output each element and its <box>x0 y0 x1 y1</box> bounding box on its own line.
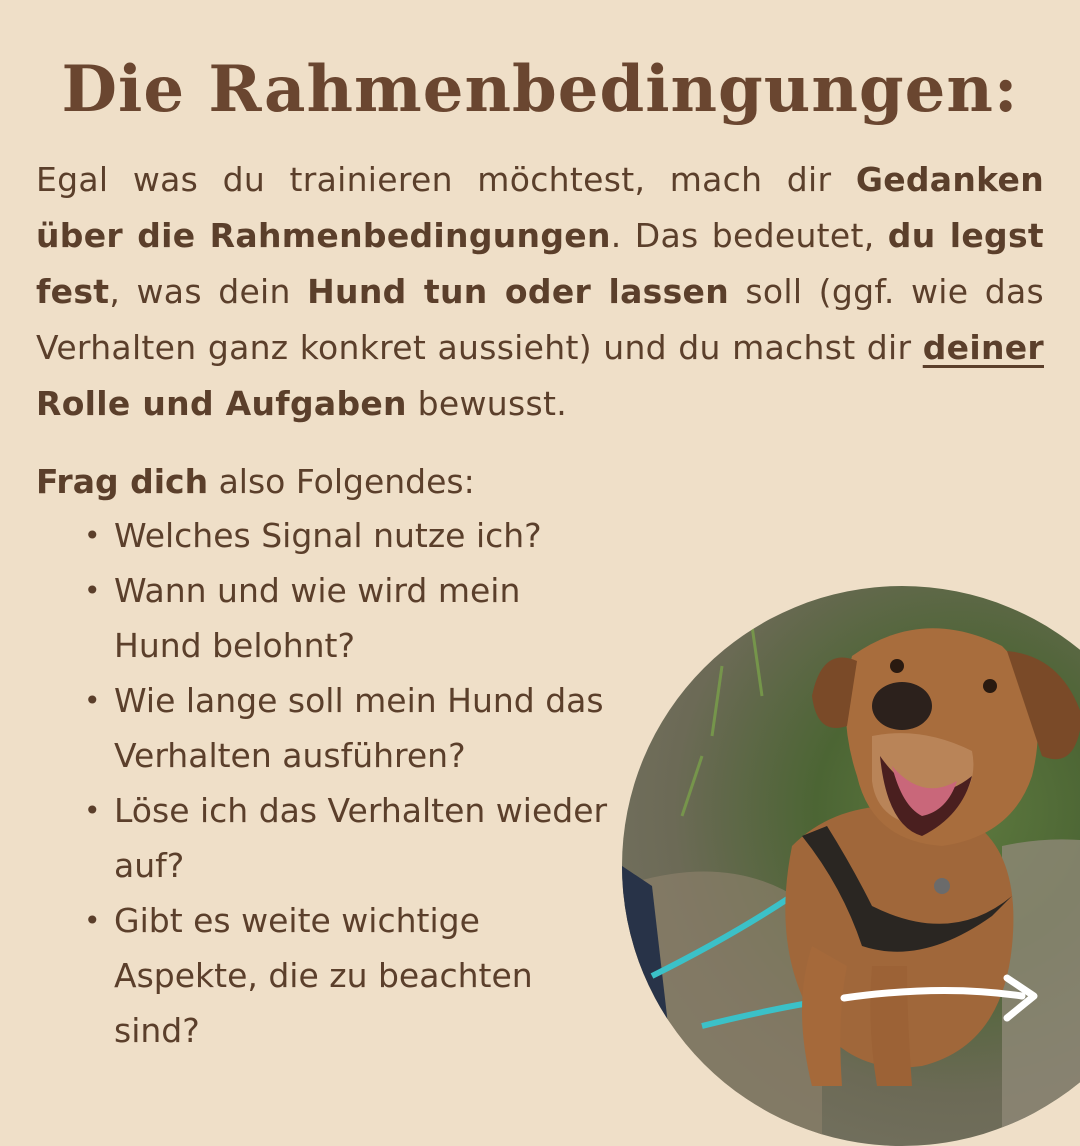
intro-text: Egal was du trainieren möchtest, mach dir <box>36 160 856 199</box>
intro-text: . Das bedeutet, <box>610 216 888 255</box>
intro-bold-text: Hund tun oder lassen <box>307 272 729 311</box>
list-item: • Löse ich das Verhalten wieder auf? <box>72 783 612 893</box>
intro-bold-text: Gedanken über die Rahmenbedingungen <box>36 160 1044 255</box>
list-item: • Wann und wie wird mein Hund belohnt? <box>72 563 612 673</box>
lead-text: also Folgendes: <box>208 462 475 501</box>
dog-illustration <box>622 586 1080 1146</box>
intro-text: soll (ggf. wie das Verhalten ganz konkret aussieht) und du machst dir <box>36 272 1044 367</box>
intro-paragraph <box>36 152 1044 432</box>
dog-photo <box>622 586 1080 1146</box>
questions-lead <box>36 454 475 510</box>
page-title: Die Rahmenbedingungen: <box>61 52 1019 127</box>
question-list <box>72 508 612 1058</box>
list-item: • Gibt es weite wichtige Aspekte, die zu beachten sind? <box>72 893 612 1058</box>
list-item: • Welches Signal nutze ich? <box>72 508 612 563</box>
intro-bold-text: du legst fest <box>36 216 1044 311</box>
lead-bold-text: Frag dich <box>36 462 209 501</box>
intro-underlined-text: deiner <box>922 328 1044 367</box>
list-item: • Wie lange soll mein Hund das Verhalten ausführen? <box>72 673 612 783</box>
intro-bold-text: Rolle und Aufgaben <box>36 384 407 423</box>
intro-text: bewusst. <box>406 384 568 423</box>
intro-text: , was dein <box>109 272 308 311</box>
